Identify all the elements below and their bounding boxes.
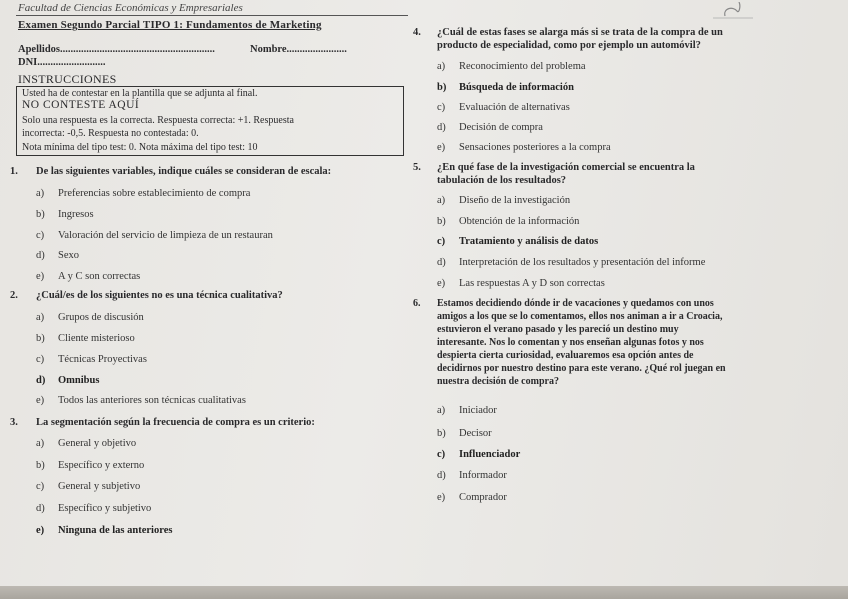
desk-surface [0,586,848,599]
option-3e: e) Ninguna de las anteriores [36,525,173,536]
question-text: ¿Cuál de estas fases se alarga más si se trata de la compra de un [437,27,723,38]
option-4e: e) Sensaciones posteriores a la compra [437,142,611,153]
apellidos-field: Apellidos........................................................... [18,44,215,55]
option-6c: c) Influenciador [437,449,521,460]
question-number: 3. [10,417,18,428]
question-number: 6. [413,298,421,309]
question-text: interesante. Nos lo comentan y nos enseñan algunas fotos y nos [437,337,704,348]
option-4a: a) Reconocimiento del problema [437,61,586,72]
question-text: Estamos decidiendo dónde ir de vacaciones y quedamos con unos [437,298,714,309]
question-text: producto de especialidad, como por ejemplo un automóvil? [437,40,701,51]
option-3b: b) Específico y externo [36,460,145,471]
question-text: ¿Cuál/es de los siguientes no es una técnica cualitativa? [36,290,283,301]
question-text: amigos a los que se lo comentamos, ellos nos animan a ir a Croacia, [437,311,723,322]
instruction-line: Solo una respuesta es la correcta. Respuesta correcta: +1. Respuesta [22,115,294,126]
question-text: decidirnos por nuestro destino para este verano. ¿Qué rol juegan en [437,363,726,374]
question-number: 2. [10,290,18,301]
question-4 [413,27,838,53]
option-6a: a) Iniciador [437,405,497,416]
option-4c: c) Evaluación de alternativas [437,102,570,113]
option-3a: a) General y objetivo [36,438,137,449]
option-5b: b) Obtención de la información [437,216,580,227]
option-6b: b) Decisor [437,428,492,439]
option-1b: b) Ingresos [36,209,94,220]
question-text: La segmentación según la frecuencia de compra es un criterio: [36,417,315,428]
question-number: 1. [10,166,18,177]
left-column [0,0,410,590]
university-logo [703,2,763,20]
option-2c: c) Técnicas Proyectivas [36,354,147,365]
option-2e: e) Todos las anteriores son técnicas cualitativas [36,395,246,406]
question-text: De las siguientes variables, indique cuáles se consideran de escala: [36,166,332,177]
question-6 [413,298,841,398]
right-column [410,0,848,590]
question-5 [413,162,838,188]
option-1d: d) Sexo [36,250,79,261]
question-text: tabulación de los resultados? [437,175,567,186]
instruction-line: incorrecta: -0,5. Respuesta no contestada: 0. [22,128,199,139]
dni-field: DNI.......................... [18,57,106,68]
option-1e: e) A y C son correctas [36,271,141,282]
option-4d: d) Decisión de compra [437,122,543,133]
option-3c: c) General y subjetivo [36,481,141,492]
nombre-field: Nombre....................... [250,44,347,55]
question-number: 5. [413,162,421,173]
header-rule [16,15,408,16]
question-text: despierta cierta curiosidad, evaluaremos esa opción antes de [437,350,694,361]
option-2a: a) Grupos de discusión [36,312,144,323]
option-4b: b) Búsqueda de información [437,82,574,93]
instructions-title: INSTRUCCIONES [18,72,117,86]
question-text: ¿En qué fase de la investigación comercial se encuentra la [437,162,695,173]
option-5a: a) Diseño de la investigación [437,195,571,206]
option-6e: e) Comprador [437,492,507,503]
option-1a: a) Preferencias sobre establecimiento de compra [36,188,251,199]
instruction-line: NO CONTESTE AQUÍ [22,99,140,111]
question-number: 4. [413,27,421,38]
question-text: estuvieron el verano pasado y les pareció un destino muy [437,324,679,335]
instruction-line: Usted ha de contestar en la plantilla que se adjunta al final. [22,88,258,99]
instruction-line: Nota mínima del tipo test: 0. Nota máxima del tipo test: 10 [22,142,258,153]
faculty-name: Facultad de Ciencias Económicas y Empresariales [18,2,243,14]
exam-title: Examen Segundo Parcial TIPO 1: Fundamentos de Marketing [18,19,322,31]
option-6d: d) Informador [437,470,507,481]
question-text: nuestra decisión de compra? [437,376,559,387]
option-5c: c) Tratamiento y análisis de datos [437,236,599,247]
option-2b: b) Cliente misterioso [36,333,135,344]
option-2d: d) Omnibus [36,375,100,386]
option-3d: d) Específico y subjetivo [36,503,152,514]
option-1c: c) Valoración del servicio de limpieza de un restauran [36,230,273,241]
option-5d: d) Interpretación de los resultados y presentación del informe [437,257,706,268]
option-5e: e) Las respuestas A y D son correctas [437,278,605,289]
